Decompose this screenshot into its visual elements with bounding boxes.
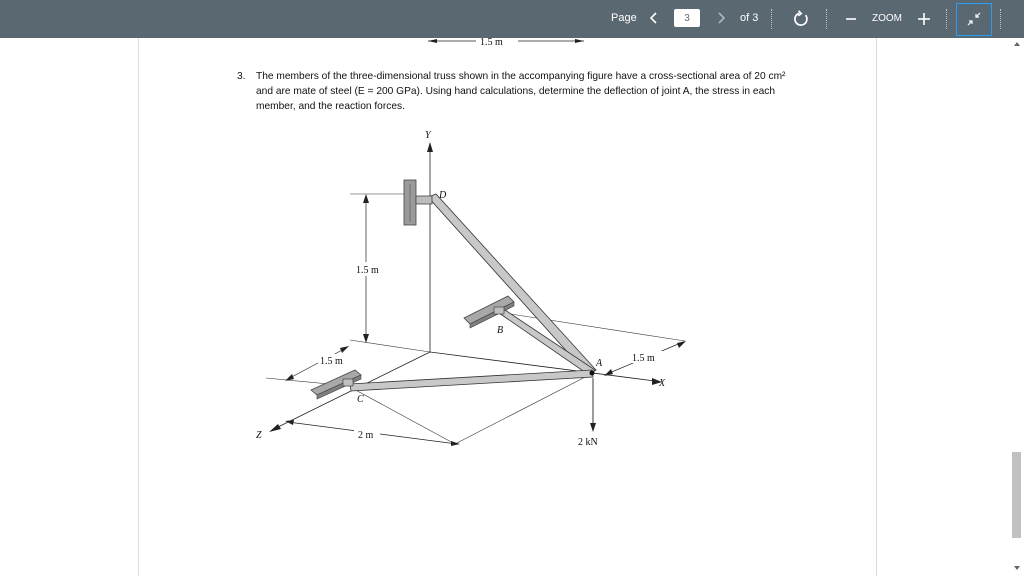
truss-figure	[140, 38, 876, 478]
zoom-in-button[interactable]	[915, 8, 933, 30]
scroll-up-arrow[interactable]	[1014, 42, 1020, 46]
page-number-input[interactable]	[674, 9, 700, 27]
dim-left-label: 1.5 m	[320, 356, 343, 367]
left-gutter	[0, 38, 139, 576]
dim-bottom-label: 2 m	[358, 430, 374, 441]
dim-right-label: 1.5 m	[632, 353, 655, 364]
plus-icon	[915, 8, 933, 30]
collapse-icon	[957, 4, 991, 35]
page-label: Page	[611, 12, 637, 24]
right-panel	[876, 38, 1024, 576]
prev-page-button[interactable]	[645, 7, 663, 29]
toolbar	[0, 0, 1024, 38]
y-axis-label: Y	[425, 130, 431, 141]
minus-icon	[843, 9, 859, 29]
support-d	[404, 180, 432, 225]
top-dimension	[428, 38, 584, 48]
chevron-left-icon	[645, 7, 663, 29]
scroll-down-arrow[interactable]	[1014, 566, 1020, 570]
joint-a	[590, 371, 595, 376]
node-a-label: A	[596, 358, 603, 369]
x-axis-label: X	[659, 378, 666, 389]
node-c-label: C	[357, 394, 364, 405]
scrollbar-thumb[interactable]	[1012, 452, 1021, 538]
node-b-label: B	[497, 325, 504, 336]
load-label: 2 kN	[578, 437, 598, 448]
problem-number: 3.	[237, 71, 246, 82]
top-dim-label: 1.5 m	[480, 38, 503, 48]
toolbar-divider	[826, 9, 827, 29]
load-arrowhead	[590, 423, 596, 432]
zoom-label: ZOOM	[872, 13, 902, 24]
toolbar-divider	[946, 9, 947, 29]
dim-height-label: 1.5 m	[356, 265, 379, 276]
toolbar-divider	[771, 9, 772, 29]
next-page-button[interactable]	[712, 7, 730, 29]
refresh-icon	[791, 9, 811, 29]
fit-page-button[interactable]	[956, 3, 992, 36]
toolbar-divider	[1000, 9, 1001, 29]
problem-text: The members of the three-dimensional truss shown in the accompanying figure have a cross-sectional area of 20 cm² and are mate of steel (E = 200 GPa). Using hand calculations, determine the deflection of joint A, the stress in each member, and the reaction forces.	[256, 71, 786, 112]
node-d-label: D	[439, 190, 447, 201]
z-axis-label: Z	[256, 430, 262, 441]
zoom-out-button[interactable]	[843, 9, 859, 29]
refresh-button[interactable]	[791, 9, 811, 29]
chevron-right-icon	[712, 7, 730, 29]
truss-members	[350, 194, 596, 391]
page-count-label: of 3	[740, 12, 759, 24]
